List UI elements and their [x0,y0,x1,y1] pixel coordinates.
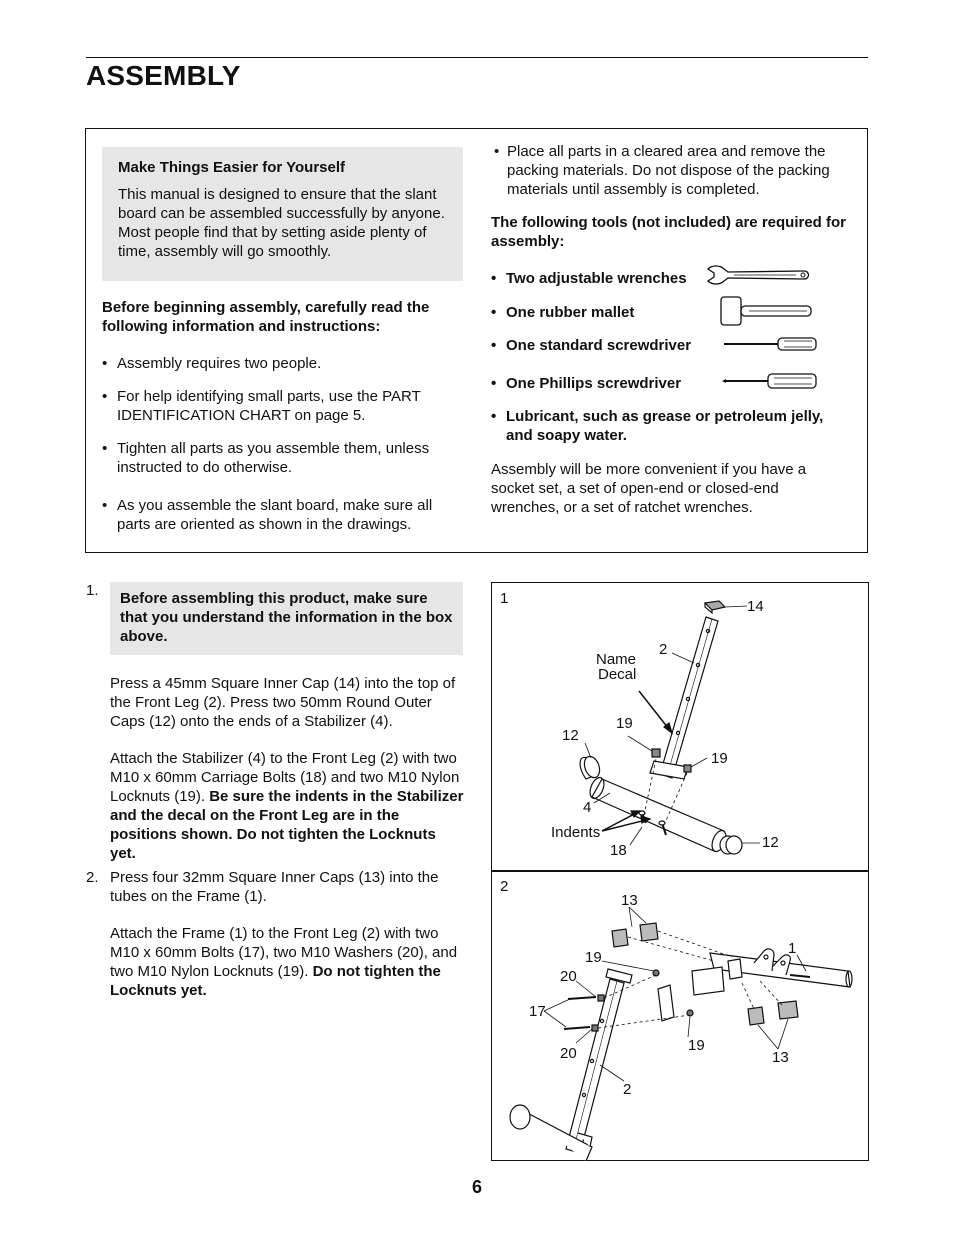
step1-para1: Press a 45mm Square Inner Cap (14) into the top of the Front Leg (2). Press two 50mm Round Outer Caps (12) onto the ends of a Stabilizer (4). [110,675,456,730]
part-label-2: 2 [659,641,668,658]
step-number: 2. [86,869,99,886]
part-label-12a: 12 [562,727,579,744]
bullet-dot: • [102,388,108,405]
step2-para2 [110,924,464,1000]
tool-label: One Phillips screwdriver [506,375,682,392]
step-callout: Before assembling this product, make sure that you understand the information in the box above. [110,582,463,655]
figure-1-number: 1 [500,590,509,607]
tip-heading: Make Things Easier for Yourself [118,159,346,176]
part-label-19b: 19 [688,1037,705,1054]
tool-label: Two adjustable wrenches [506,270,687,287]
convenience-note: Assembly will be more convenient if you have a socket set, a set of open-end or closed-end wrenches, or a set of ratchet wrenches. [491,461,807,516]
page-number: 6 [471,1177,482,1197]
bullet-dot: • [102,497,108,514]
bullet-dot: • [491,375,497,392]
part-label-14: 14 [747,598,764,615]
figure-2-number: 2 [500,878,509,895]
tool-label: One rubber mallet [506,304,635,321]
bullet-dot: • [102,440,108,457]
step1-para2 [110,749,464,863]
bullet-text: Tighten all parts as you assemble them, unless instructed to do otherwise. [117,440,430,476]
tool-label: Lubricant, such as grease or petroleum jelly, and soapy water. [506,408,824,444]
part-label-2: 2 [623,1081,632,1098]
tool-label: One standard screwdriver [506,337,692,354]
part-label-20b: 20 [560,1045,577,1062]
bullet-text: For help identifying small parts, use the PART IDENTIFICATION CHART on page 5. [117,388,421,424]
step2-para2-text: Attach the Frame (1) to the Front Leg (2) with two M10 x 60mm Bolts (17), two M10 Washers (20), and two M10 Nylon Locknuts (19). [110,925,458,980]
label-indents: Indents [551,824,601,841]
label-name: Name [596,651,637,668]
rubber-mallet-icon [719,295,815,327]
bullet-dot: • [491,408,497,425]
part-label-13b: 13 [772,1049,789,1066]
tools-heading: The following tools (not included) are required for assembly: [491,214,846,250]
header-rule [86,57,868,58]
part-label-19b: 19 [711,750,728,767]
bullet-dot: • [494,143,500,160]
part-label-12b: 12 [762,834,779,851]
figure-1 [491,582,869,872]
part-label-20a: 20 [560,968,577,985]
part-label-18: 18 [610,842,627,859]
before-heading: Before beginning assembly, carefully read the following information and instructions: [102,299,430,335]
page-title: ASSEMBLY [86,60,241,91]
figure-2-drawing [492,871,870,1162]
bullet-dot: • [491,270,497,287]
bullet-text: Assembly requires two people. [117,355,322,372]
step1-para2-text: Attach the Stabilizer (4) to the Front Leg (2) with two M10 x 60mm Carriage Bolts (18) and two M10 Nylon Locknuts (19). [110,750,460,805]
tip-body: This manual is designed to ensure that the slant board can be assembled successfully by anyone. Most people find that by setting aside plenty of time, assembly will go smoothly. [118,186,445,260]
part-label-13a: 13 [621,892,638,909]
part-label-17: 17 [529,1003,546,1020]
part-label-19a: 19 [585,949,602,966]
figure-1-drawing [492,583,870,873]
bullet-text: Place all parts in a cleared area and remove the packing materials. Do not dispose of the packing materials until assembly is completed. [507,143,830,198]
bullet-dot: • [491,337,497,354]
phillips-screwdriver-icon [722,372,818,390]
bullet-text: As you assemble the slant board, make sure all parts are oriented as shown in the drawings. [117,497,433,533]
step2-para1: Press four 32mm Square Inner Caps (13) into the tubes on the Frame (1). [110,869,439,905]
adjustable-wrench-icon [704,263,814,287]
step-number: 1. [86,582,99,599]
tip-box [102,147,463,281]
step2-para2-bold: Do not tighten the Locknuts yet. [110,963,441,999]
step1-para2-bold: Be sure the indents in the Stabilizer and the decal on the Front Leg are in the positions shown. Do not tighten the Locknuts yet. [110,788,464,862]
label-decal: Decal [598,666,637,683]
standard-screwdriver-icon [722,335,818,353]
bullet-dot: • [491,304,497,321]
figure-2 [491,870,869,1161]
part-label-4: 4 [583,799,592,816]
part-label-19a: 19 [616,715,633,732]
part-label-1: 1 [788,940,797,957]
bullet-dot: • [102,355,108,372]
